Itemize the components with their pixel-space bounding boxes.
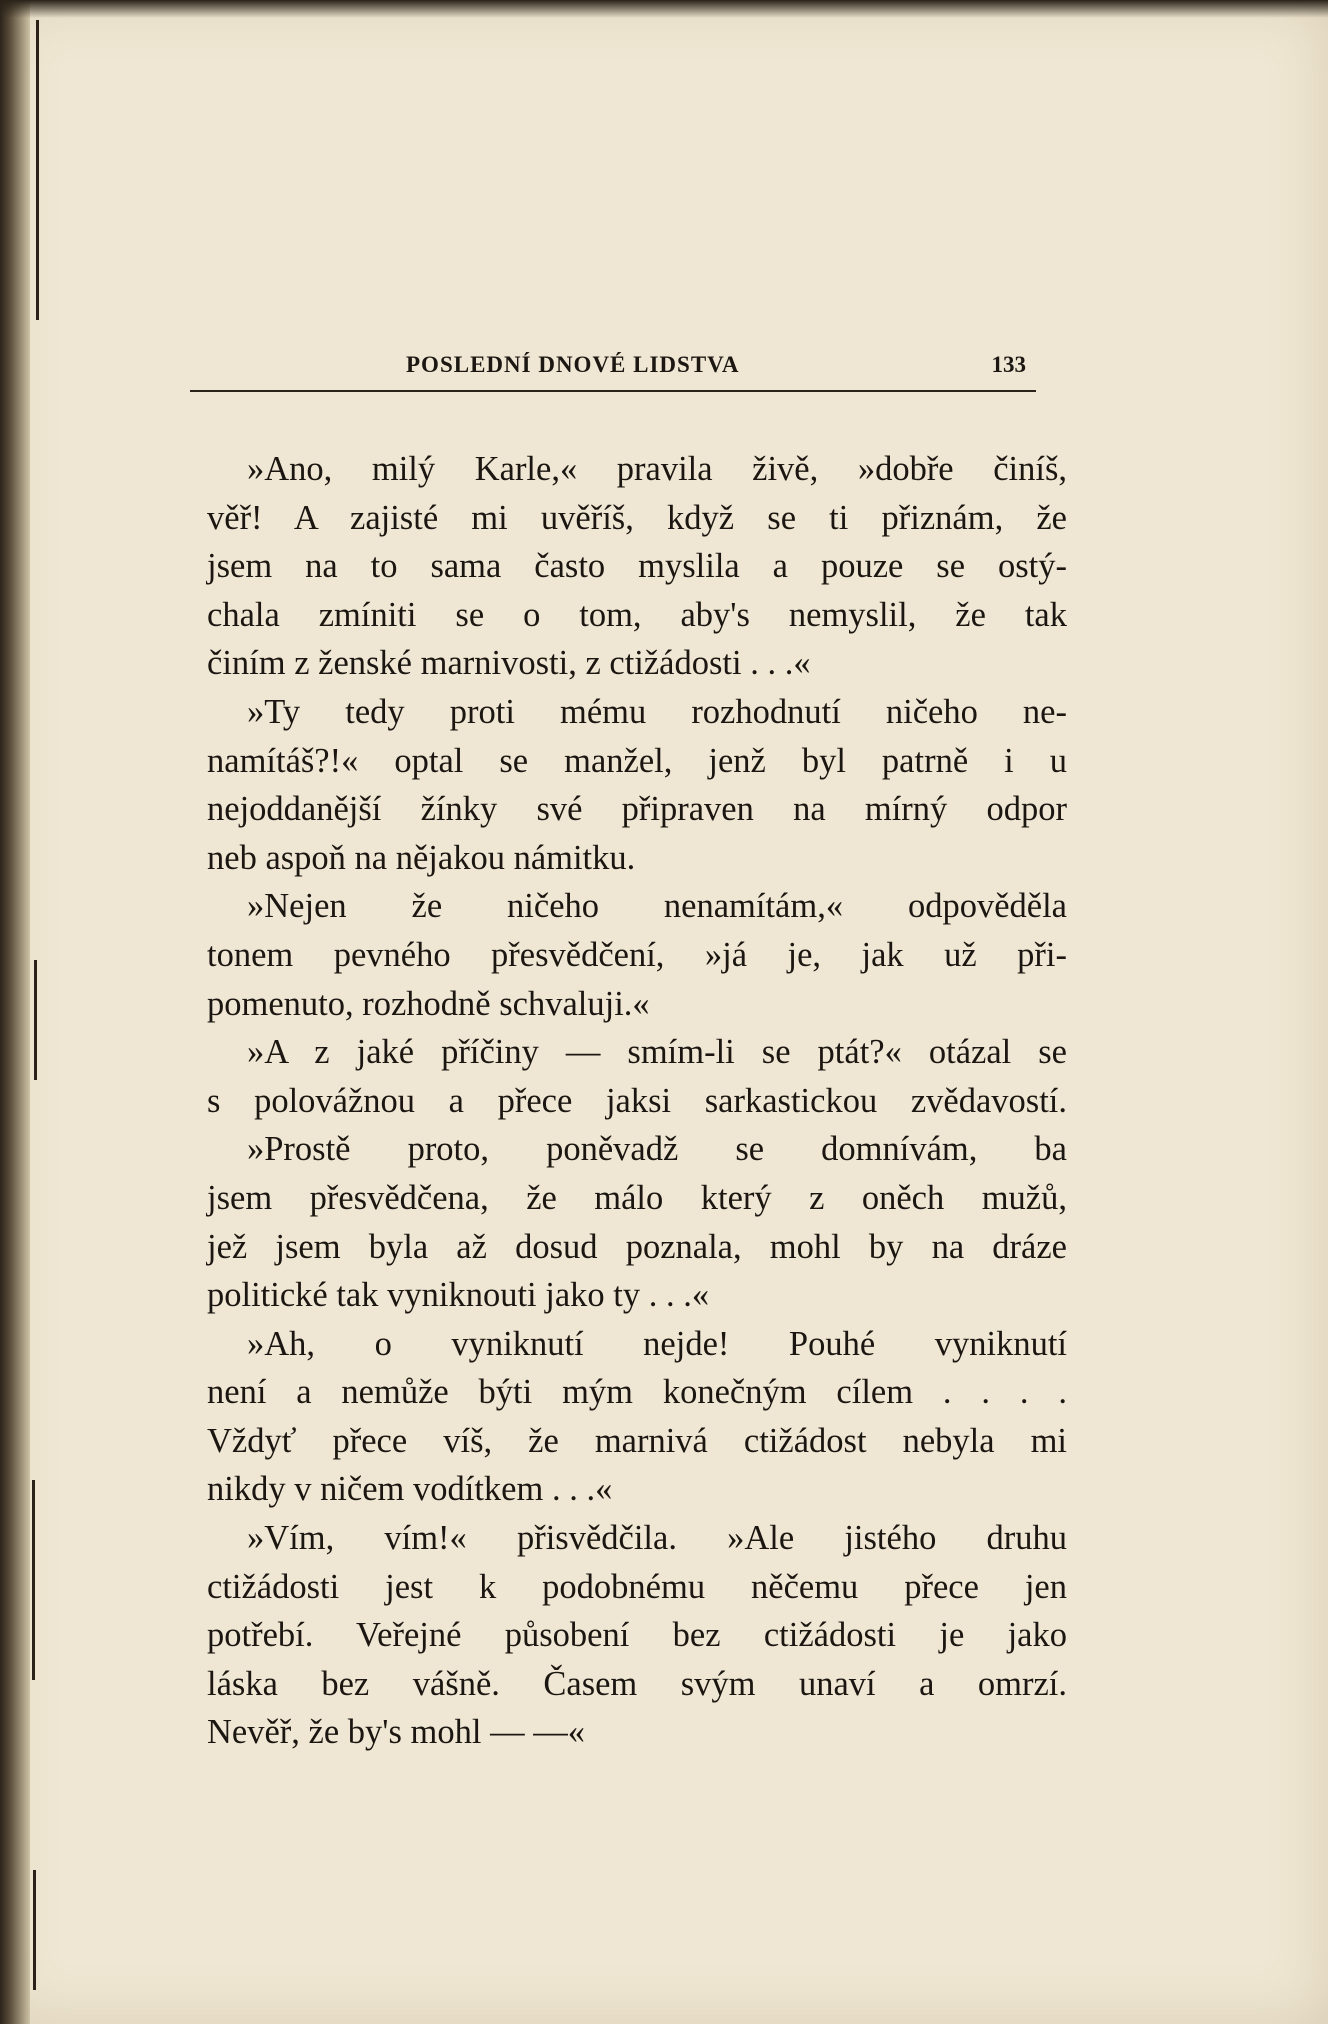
text-line: namítáš?!« optal se manžel, jenž byl patrně i u — [207, 741, 1067, 780]
text-line: s polovážnou a přece jaksi sarkastickou zvědavostí. — [207, 1081, 1067, 1120]
gutter-shadow-mark — [34, 960, 37, 1080]
text-line: ctižádosti jest k podobnému něčemu přece jen — [207, 1567, 1067, 1606]
text-line: »Vím, vím!« přisvědčila. »Ale jistého druhu — [247, 1519, 1067, 1558]
running-title: POSLEDNÍ DNOVÉ LIDSTVA — [406, 352, 740, 377]
text-line: činím z ženské marnivosti, z ctižádosti . . .« — [207, 644, 811, 683]
page-number: 133 — [991, 352, 1026, 377]
text-line: »A z jaké příčiny — smím-li se ptát?« otázal se — [247, 1033, 1067, 1072]
text-line: neb aspoň na nějakou námitku. — [207, 838, 636, 877]
text-line: »Ano, milý Karle,« pravila živě, »dobře činíš, — [247, 450, 1067, 488]
text-line: jež jsem byla až dosud poznala, mohl by na dráze — [207, 1227, 1067, 1266]
text-line: »Nejen že ničeho nenamítám,« odpověděla — [247, 887, 1067, 926]
text-line: věř! A zajisté mi uvěříš, když se ti přiznám, že — [207, 498, 1067, 537]
scan-top-edge — [0, 0, 1328, 18]
gutter-shadow-mark — [32, 1480, 35, 1680]
body-text — [207, 445, 1067, 1757]
text-line: nejoddanější žínky své připraven na mírný odpor — [207, 790, 1067, 829]
text-line: Vždyť přece víš, že marnivá ctižádost nebyla mi — [207, 1421, 1067, 1460]
text-line: jsem na to sama často myslila a pouze se ostý- — [207, 547, 1067, 586]
gutter-shadow-mark — [36, 20, 39, 320]
header-rule — [190, 390, 1036, 392]
gutter-shadow-mark — [33, 1870, 36, 1990]
text-line: »Ty tedy proti mému rozhodnutí ničeho ne- — [247, 692, 1067, 731]
text-line: politické tak vyniknouti jako ty . . .« — [207, 1276, 710, 1315]
text-line: »Ah, o vyniknutí nejde! Pouhé vyniknutí — [247, 1324, 1067, 1363]
running-header — [196, 352, 1026, 390]
text-line: potřebí. Veřejné působení bez ctižádosti je jako — [207, 1616, 1067, 1655]
text-line: není a nemůže býti mým konečným cílem . . . . — [207, 1373, 1067, 1412]
text-line: pomenuto, rozhodně schvaluji.« — [207, 984, 650, 1023]
text-line: jsem přesvědčena, že málo který z oněch mužů, — [207, 1178, 1067, 1217]
page-gutter — [0, 0, 30, 2024]
text-line: láska bez vášně. Časem svým unaví a omrzí. — [207, 1664, 1067, 1703]
text-line: Nevěř, že by's mohl — —« — [207, 1713, 585, 1752]
text-line: »Prostě proto, poněvadž se domnívám, ba — [247, 1130, 1067, 1169]
text-line: nikdy v ničem vodítkem . . .« — [207, 1470, 613, 1509]
text-line: tonem pevného přesvědčení, »já je, jak už při- — [207, 935, 1067, 974]
text-line: chala zmíniti se o tom, aby's nemyslil, že tak — [207, 595, 1067, 634]
